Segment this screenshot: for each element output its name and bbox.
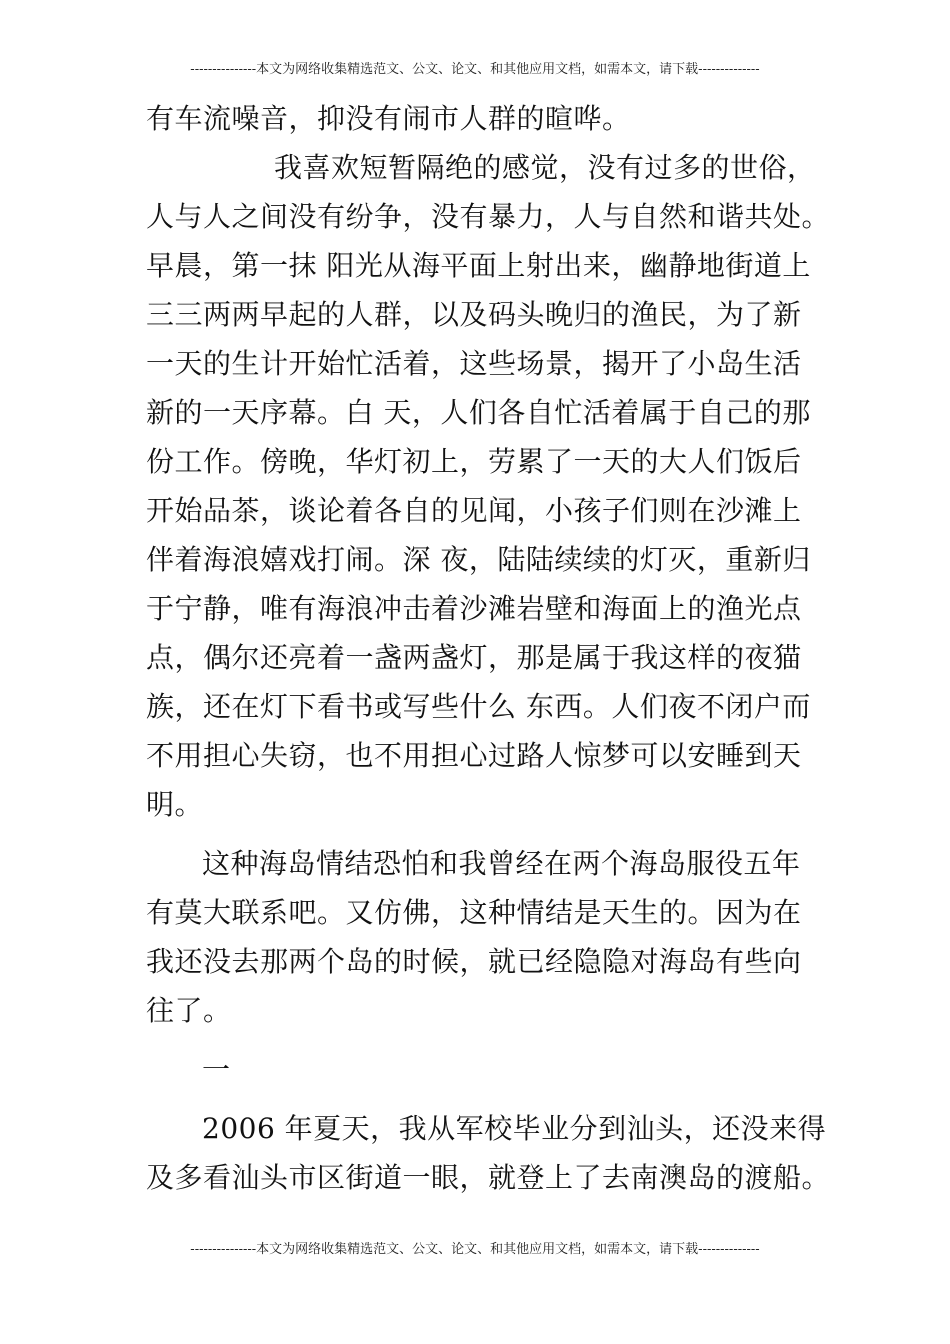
page-footer-banner: ---------------本文为网络收集精选范文、公文、论文、和其他应用文档，如需本文，请下载-------------- [190, 1242, 760, 1257]
paragraph-gap [146, 1094, 814, 1104]
text-line: 族，还在灯下看书或写些什么 东西。人们夜不闭户而 [146, 690, 811, 723]
text-line: 早晨，第一抹 阳光从海平面上射出来，幽静地街道上 [146, 249, 811, 282]
text-line: 三三两两早起的人群，以及码头晚归的渔民，为了新 [146, 298, 802, 331]
text-line: 我喜欢短暂隔绝的感觉，没有过多的世俗， [274, 151, 816, 184]
text-line: 这种海岛情结恐怕和我曾经在两个海岛服役五年 [202, 847, 801, 880]
text-line: 新的一天序幕。白 天，人们各自忙活着属于自己的那 [146, 396, 811, 429]
paragraph-gap [146, 1035, 814, 1045]
text-line: 有莫大联系吧。又仿佛，这种情结是天生的。因为在 [146, 896, 802, 929]
text-line: 往了。 [146, 994, 232, 1027]
text-line: 及多看汕头市区街道一眼，就登上了去南澳岛的渡船。 [146, 1161, 831, 1194]
text-line: 明。 [146, 788, 204, 821]
text-line: 不用担心失窃，也不用担心过路人惊梦可以安睡到天 [146, 739, 802, 772]
text-line: 于宁静，唯有海浪冲击着沙滩岩壁和海面上的渔光点 [146, 592, 802, 625]
text-line: 有车流噪音，抑没有闹市人群的暄哗。 [146, 102, 631, 135]
text-line: 一天的生计开始忙活着，这些场景，揭开了小岛生活 [146, 347, 802, 380]
text-line: 份工作。傍晚，华灯初上，劳累了一天的大人们饭后 [146, 445, 802, 478]
text-line: 点，偶尔还亮着一盏两盏灯，那是属于我这样的夜猫 [146, 641, 802, 674]
paragraph-gap [146, 829, 814, 839]
text-line: 一 [202, 1053, 231, 1086]
text-line: 开始品茶，谈论着各自的见闻，小孩子们则在沙滩上 [146, 494, 802, 527]
text-line: 人与人之间没有纷争，没有暴力，人与自然和谐共处。 [146, 200, 831, 233]
text-line: 2006 年夏天，我从军校毕业分到汕头，还没来得 [202, 1112, 827, 1145]
page-header-banner: ---------------本文为网络收集精选范文、公文、论文、和其他应用文档，如需本文，请下载-------------- [190, 62, 760, 77]
text-line: 我还没去那两个岛的时候，就已经隐隐对海岛有些向 [146, 945, 802, 978]
text-line: 伴着海浪嬉戏打闹。深 夜，陆陆续续的灯灭，重新归 [146, 543, 811, 576]
document-body [146, 94, 831, 1202]
